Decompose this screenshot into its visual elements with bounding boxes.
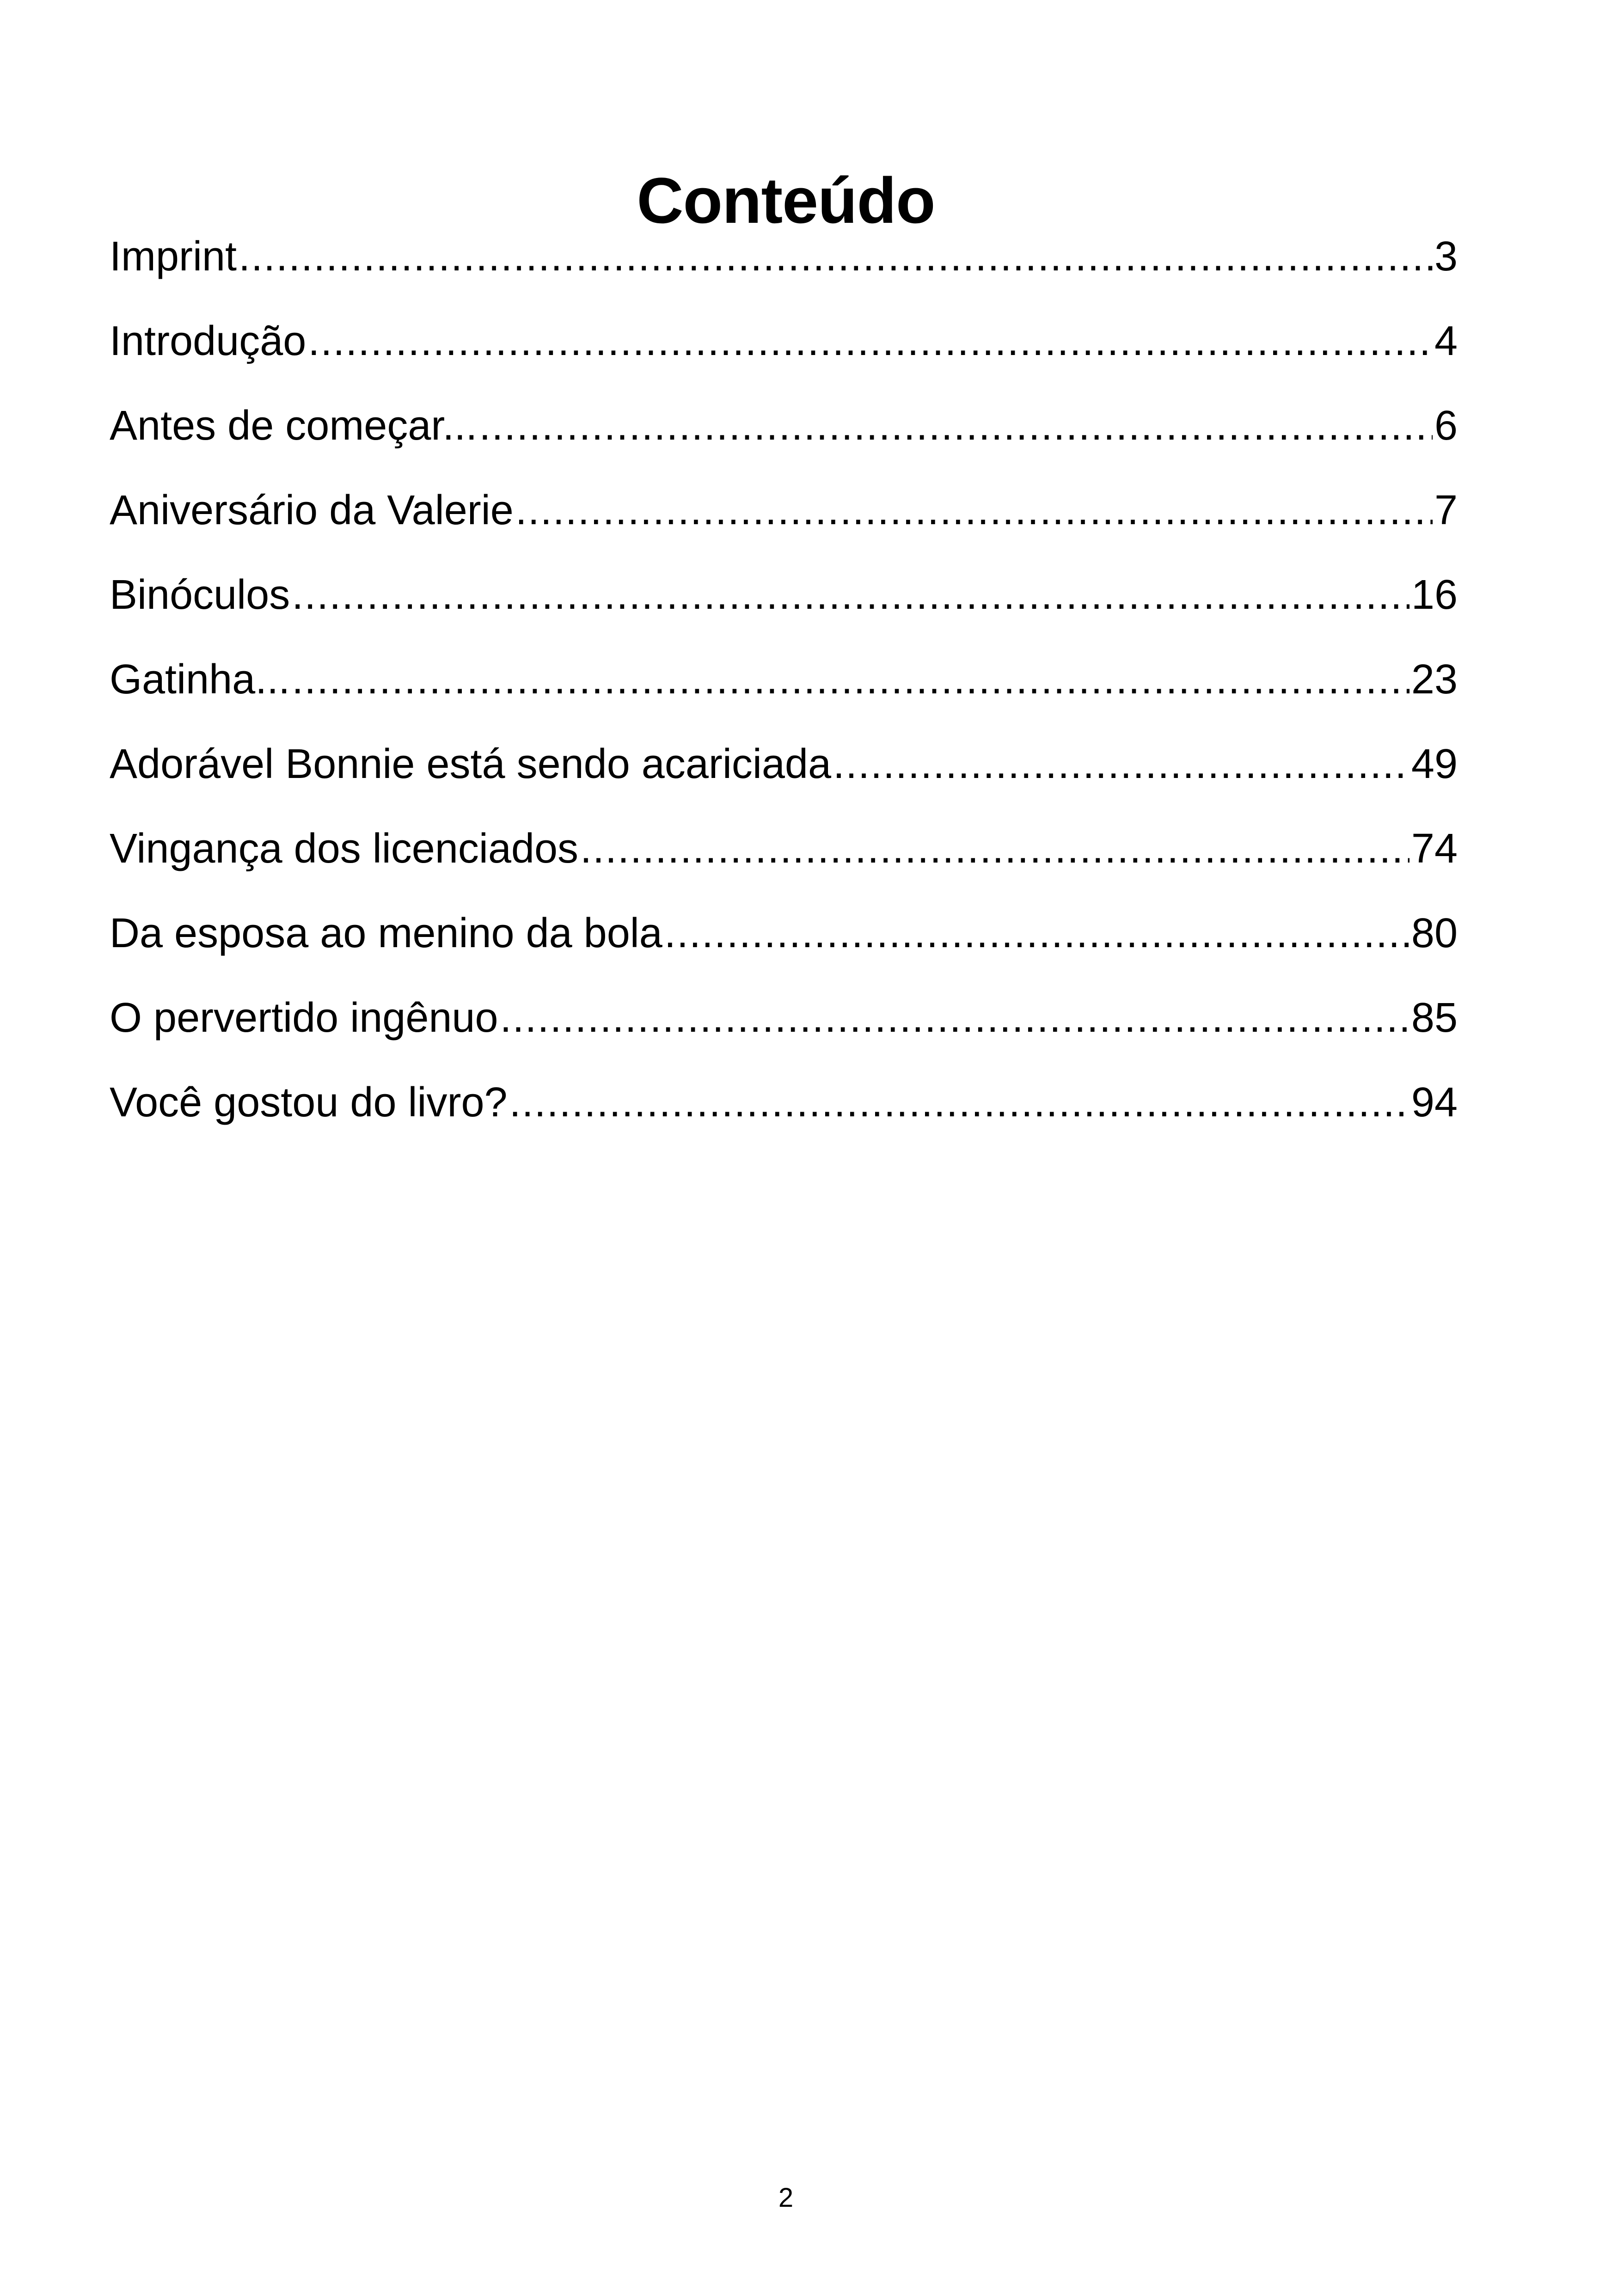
toc-entry-page: 94 (1411, 1079, 1458, 1126)
toc-entry[interactable] (110, 229, 1458, 313)
toc-dot-leader (479, 398, 1433, 453)
toc-entry[interactable] (110, 906, 1458, 990)
toc-entry-label: Você gostou do livro? (110, 1079, 508, 1126)
toc-entry-page: 16 (1411, 572, 1458, 618)
toc-dot-leader (664, 906, 1410, 961)
page-number: 2 (778, 2183, 794, 2213)
toc-entry-page: 23 (1411, 656, 1458, 703)
toc-dot-leader (239, 229, 1433, 284)
toc-dot-leader (292, 567, 1410, 623)
toc-dot-leader (292, 652, 1410, 707)
toc-entry-page: 80 (1411, 910, 1458, 956)
toc-dot-leader (509, 1075, 1410, 1130)
toc-entry-page: 49 (1411, 741, 1458, 787)
toc-entry-page: 6 (1434, 403, 1458, 449)
toc-entry[interactable] (110, 652, 1458, 736)
toc-dot-leader (308, 313, 1433, 369)
toc-dot-leader (833, 736, 1410, 792)
toc-entry-page: 3 (1434, 233, 1458, 280)
toc-entry[interactable] (110, 313, 1458, 398)
toc-entry-label: Vingança dos licenciados (110, 826, 579, 872)
toc-entry-label: Antes de começar... (110, 403, 478, 449)
toc-entry-label: Imprint (110, 233, 237, 280)
toc-entry-label: Binóculos (110, 572, 290, 618)
toc-entry-label: Gatinha... (110, 656, 290, 703)
toc-entry-label: Aniversário da Valerie (110, 487, 514, 533)
toc-entry[interactable] (110, 567, 1458, 652)
toc-entry[interactable] (110, 1075, 1458, 1159)
toc-entry-label: Introdução (110, 318, 306, 364)
toc-entry-page: 74 (1411, 826, 1458, 872)
toc-entry-page: 4 (1434, 318, 1458, 364)
page-title: Conteúdo (637, 164, 935, 237)
toc-entry-page: 7 (1434, 487, 1458, 533)
toc-entry[interactable] (110, 736, 1458, 821)
toc-entry[interactable] (110, 483, 1458, 567)
toc-entry-label: Da esposa ao menino da bola (110, 910, 662, 956)
toc-entry-label: O pervertido ingênuo (110, 995, 498, 1041)
toc-entry[interactable] (110, 821, 1458, 906)
toc-entry-label: Adorável Bonnie está sendo acariciada (110, 741, 832, 787)
toc-entry-page: 85 (1411, 995, 1458, 1041)
toc-dot-leader (515, 483, 1433, 538)
table-of-contents (110, 229, 1458, 1159)
toc-dot-leader (500, 990, 1410, 1046)
toc-dot-leader (580, 821, 1410, 876)
toc-entry[interactable] (110, 990, 1458, 1075)
toc-entry[interactable] (110, 398, 1458, 483)
